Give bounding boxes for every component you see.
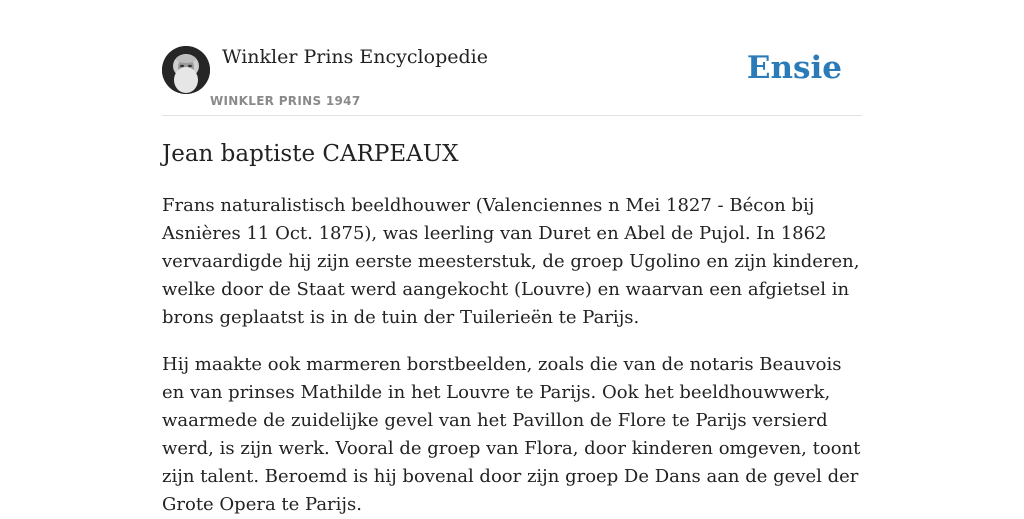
article-title: Jean baptiste CARPEAUX <box>162 141 459 167</box>
article-paragraph: Hij maakte ook marmeren borstbeelden, zoals die van de notaris Beauvois en van prinses Mathilde in het Louvre te Parijs. Ook het beeldhouwwerk, waarmede de zuidelijke gevel van het Pavillon de Flore te Parijs versierd werd, is zijn werk. Vooral de groep van Flora, door kinderen omgeven, toont zijn talent. Beroemd is hij bovenal door zijn groep De Dans aan de gevel der Grote Opera te Parijs. <box>162 354 861 515</box>
page-container <box>162 0 862 515</box>
bearded-man-portrait-icon <box>162 46 210 94</box>
source-name[interactable]: Winkler Prins Encyclopedie <box>222 46 488 68</box>
source-avatar[interactable] <box>162 46 210 94</box>
source-subtitle[interactable]: WINKLER PRINS 1947 <box>210 94 361 108</box>
ensie-logo[interactable]: Ensie <box>746 50 842 86</box>
article-paragraph: Frans naturalistisch beeldhouwer (Valenciennes n Mei 1827 - Bécon bij Asnières 11 Oct. 1875), was leerling van Duret en Abel de Pujol. In 1862 vervaardigde hij zijn eerste meesterstuk, de groep Ugolino en zijn kinderen, welke door de Staat werd aangekocht (Louvre) en waarvan een afgietsel in brons geplaatst is in de tuin der Tuilerieën te Parijs. <box>162 195 860 328</box>
header <box>162 0 862 116</box>
